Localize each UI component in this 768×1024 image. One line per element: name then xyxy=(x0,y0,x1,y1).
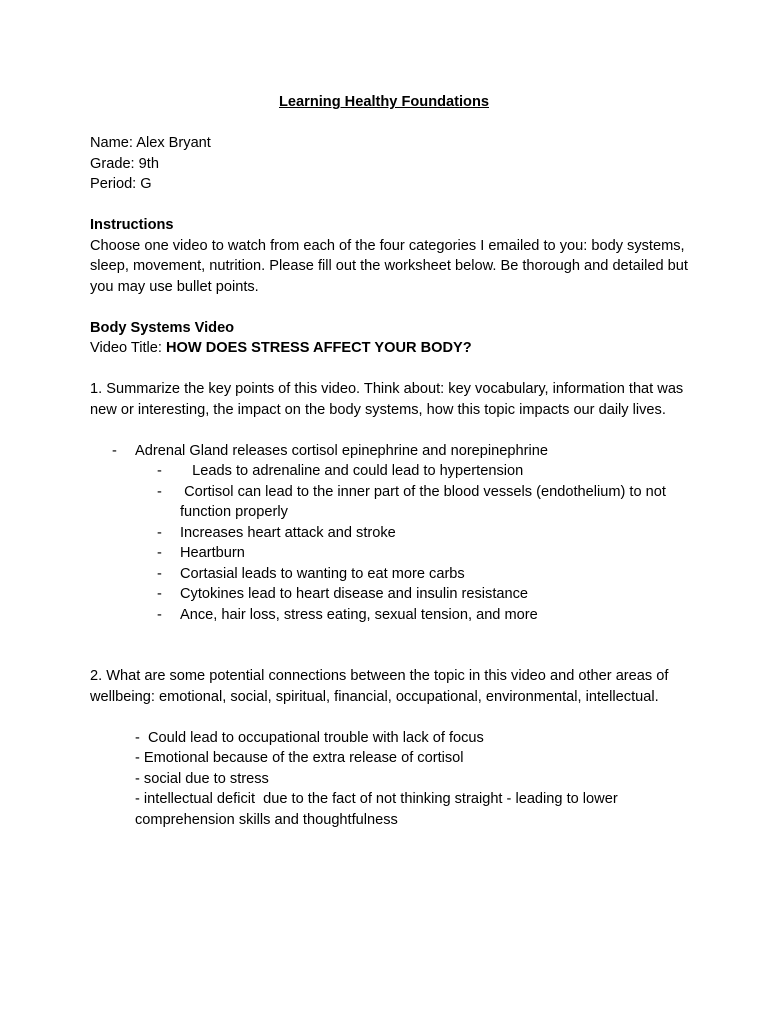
answer-item: - intellectual deficit due to the fact of not thinking straight - leading to lower comprehension skills and thoughtfulness xyxy=(135,791,622,828)
list-item-text: Adrenal Gland releases cortisol epinephrine and norepinephrine xyxy=(135,442,548,459)
dash-bullet: - xyxy=(157,483,162,500)
list-item-text: Cytokines lead to heart disease and insulin resistance xyxy=(180,586,529,602)
dash-bullet: - xyxy=(157,545,162,561)
student-name: Name: Alex Bryant xyxy=(90,135,211,151)
instructions-text: Choose one video to watch from each of the four categories I emailed to you: body systems, sleep, movement, nutrition. Please fill out the worksheet below. Be thorough and detailed but you may use bullet points. xyxy=(90,237,692,295)
list-item-text: Cortasial leads to wanting to eat more carbs xyxy=(180,565,465,582)
answer-item: - social due to stress xyxy=(135,770,269,787)
list-item-text: Increases heart attack and stroke xyxy=(180,524,396,541)
worksheet-page xyxy=(90,92,690,830)
answer-item: - Emotional because of the extra release of cortisol xyxy=(135,750,464,766)
list-item-text: Heartburn xyxy=(180,545,245,561)
list-item-text: Cortisol can lead to the inner part of the blood vessels (endothelium) to not function properly xyxy=(180,483,670,520)
answer-item: - Could lead to occupational trouble with lack of focus xyxy=(135,729,484,746)
question-2: 2. What are some potential connections between the topic in this video and other areas of wellbeing: emotional, social, spiritual, financial, occupational, environmental, intellectual. xyxy=(90,668,673,705)
spacer xyxy=(90,195,690,216)
list-item xyxy=(90,605,690,626)
list-item xyxy=(90,543,690,564)
spacer xyxy=(90,707,690,728)
worksheet-title: Learning Healthy Foundations xyxy=(279,94,489,110)
question-1: 1. Summarize the key points of this video. Think about: key vocabulary, information that was new or interesting, the impact on the body systems, how this topic impacts our daily lives. xyxy=(90,381,688,418)
student-grade: Grade: 9th xyxy=(90,155,159,172)
student-period: Period: G xyxy=(90,176,152,192)
list-item xyxy=(90,482,690,523)
video-section-heading: Body Systems Video xyxy=(90,319,235,336)
spacer xyxy=(90,297,690,318)
dash-bullet: - xyxy=(157,524,162,541)
dash-bullet: - xyxy=(157,463,162,479)
list-item xyxy=(90,461,690,482)
list-item xyxy=(90,584,690,605)
list-item-text: Ance, hair loss, stress eating, sexual tension, and more xyxy=(180,606,538,623)
spacer xyxy=(90,625,690,646)
spacer xyxy=(90,420,690,441)
list-item xyxy=(90,441,690,462)
video-title-value: HOW DOES STRESS AFFECT YOUR BODY? xyxy=(166,340,472,356)
dash-bullet: - xyxy=(112,442,117,459)
list-item xyxy=(90,564,690,585)
video-title-label: Video Title: xyxy=(90,340,166,356)
dash-bullet: - xyxy=(157,606,162,623)
spacer xyxy=(90,113,690,134)
spacer xyxy=(90,359,690,380)
dash-bullet: - xyxy=(157,586,162,602)
list-item xyxy=(90,523,690,544)
instructions-heading: Instructions xyxy=(90,217,174,233)
dash-bullet: - xyxy=(157,565,162,582)
list-item-text: Leads to adrenaline and could lead to hypertension xyxy=(180,463,524,479)
spacer xyxy=(90,646,690,667)
video-title-line xyxy=(90,338,690,359)
